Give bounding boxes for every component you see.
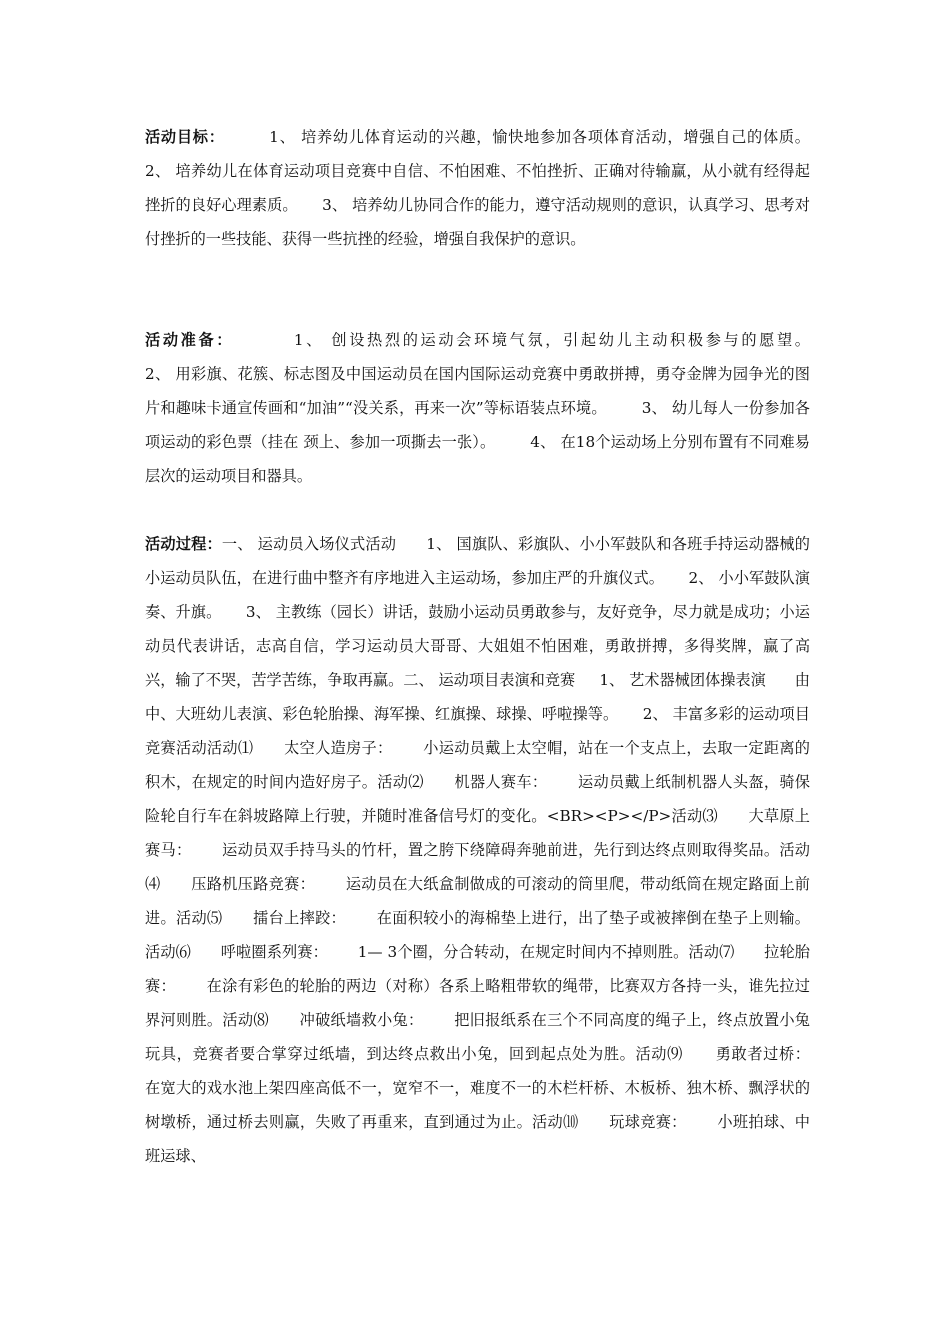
activity-preparation-label: 活动准备：	[145, 331, 235, 349]
activity-process-label: 活动过程：	[145, 535, 222, 553]
activity-process-paragraph	[145, 527, 839, 1173]
activity-process-text: 一、 运动员入场仪式活动 1、 国旗队、彩旗队、小小军鼓队和各班手持运动器械的小运动员队伍，在进行曲中整齐有序地进入主运动场，参加庄严的升旗仪式。 2、 小小军鼓队演奏、升旗。 3、 主教练（园长）讲话，鼓励小运动员勇敢参与，友好竞争，尽力就是成功；小运动员代表讲话，志高自信，学习运动员大哥哥、大姐姐不怕困难，勇敢拼搏，多得奖牌，赢了高兴，输了不哭，苦学苦练，争取再赢。二、 运动项目表演和竞赛 1、 艺术器械团体操表演 由中、大班幼儿表演、彩色轮胎操、海军操、红旗操、球操、呼啦操等。 2、 丰富多彩的运动项目竞赛活动活动⑴ 太空人造房子： 小运动员戴上太空帽，站在一个支点上，去取一定距离的积木，在规定的时间内造好房子。活动⑵ 机器人赛车： 运动员戴上纸制机器人头盔，骑保险轮自行车在斜坡路障上行驶，并随时准备信号灯的变化。<BR><P></P>活动⑶ 大草原上赛马： 运动员双手持马头的竹杆，置之胯下绕障碍奔驰前进，先行到达终点则取得奖品。活动⑷ 压路机压路竞赛： 运动员在大纸盒制做成的可滚动的筒里爬，带动纸筒在规定路面上前进。活动⑸ 擂台上摔跤： 在面积较小的海棉垫上进行，出了垫子或被摔倒在垫子上则输。活动⑹ 呼啦圈系列赛： 1— 3个圈，分合转动，在规定时间内不掉则胜。活动⑺ 拉轮胎赛： 在涂有彩色的轮胎的两边（对称）各系上略粗带软的绳带，比赛双方各持一头，谁先拉过界河则胜。活动⑻ 冲破纸墙救小兔： 把旧报纸系在三个不同高度的绳子上，终点放置小兔玩具，竞赛者要合掌穿过纸墙，到达终点救出小兔，回到起点处为胜。活动⑼ 勇敢者过桥： 在宽大的戏水池上架四座高低不一，宽窄不一，难度不一的木栏杆桥、木板桥、独木桥、飘浮状的树墩桥，通过桥去则赢，失败了再重来，直到通过为止。活动⑽ 玩球竞赛： 小班拍球、中班运球、	[145, 535, 839, 1165]
activity-goals-text: 1、 培养幼儿体育运动的兴趣，愉快地参加各项体育活动，增强自己的体质。 2、 培养幼儿在体育运动项目竞赛中自信、不怕困难、不怕挫折、正确对待输赢，从小就有经得起挫折的良好心理素质。 3、 培养幼儿协同合作的能力，遵守活动规则的意识，认真学习、思考对付挫折的一些技能、获得一些抗挫的经验，增强自我保护的意识。	[145, 128, 835, 248]
activity-goals-paragraph	[145, 120, 835, 256]
activity-preparation-paragraph	[145, 323, 917, 493]
activity-preparation-text: 1、 创设热烈的运动会环境气氛，引起幼儿主动积极参与的愿望。 2、 用彩旗、花簇、标志图及中国运动员在国内国际运动竞赛中勇敢拼搏，勇夺金牌为园争光的图片和趣味卡通宣传画和“加油”“没关系，再来一次”等标语装点环境。 3、 幼儿每人一份参加各项运动的彩色票（挂在 颈上、参加一项撕去一张）。 4、 在18个运动场上分别布置有不同难易层次的运动项目和器具。	[145, 331, 917, 485]
activity-goals-label: 活动目标：	[145, 128, 225, 146]
